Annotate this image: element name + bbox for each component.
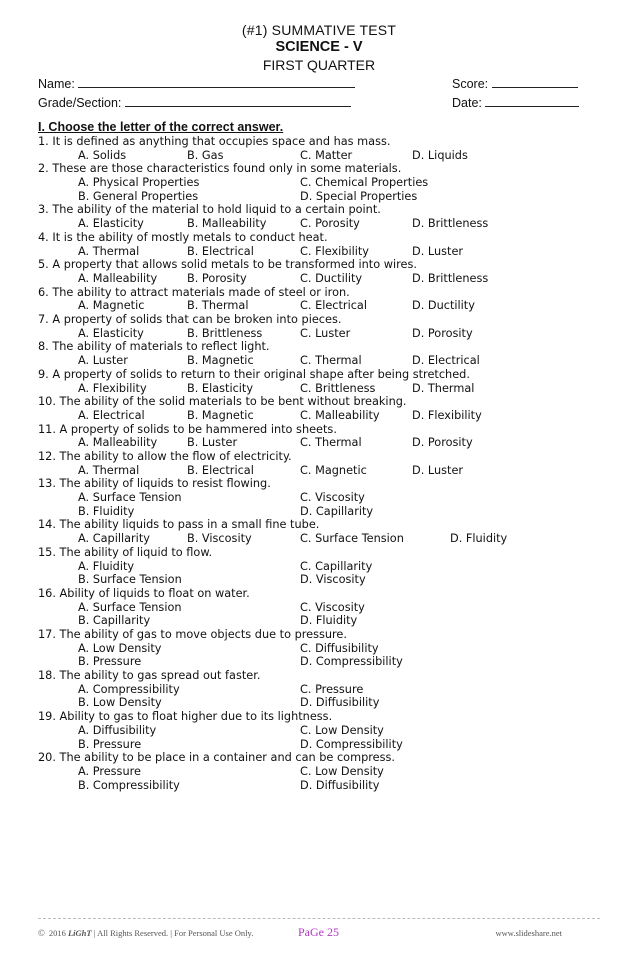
question-text: 11. A property of solids to be hammered into sheets. (38, 422, 337, 436)
grade-section-label: Grade/Section: (38, 96, 122, 110)
answer-choice: A. Surface Tension (78, 491, 182, 505)
choice-row (38, 464, 618, 478)
answer-choice: A. Elasticity (78, 326, 144, 340)
choice-row (38, 642, 618, 656)
answer-choice: C. Flexibility (300, 244, 369, 258)
choice-row (38, 724, 618, 738)
answer-choice: B. Thermal (187, 299, 249, 313)
answer-choice: B. Gas (187, 148, 224, 162)
footer-url: www.slideshare.net (495, 928, 562, 938)
answer-choice: D. Porosity (412, 326, 473, 340)
answer-choice: A. Low Density (78, 641, 162, 655)
date-blank (485, 95, 579, 107)
answer-choice: A. Malleability (78, 271, 158, 285)
choice-row (38, 327, 618, 341)
answer-choice: A. Thermal (78, 463, 140, 477)
answer-choice: B. Pressure (78, 737, 142, 751)
question-text: 9. A property of solids to return to their original shape after being stretched. (38, 367, 470, 381)
answer-choice: B. General Properties (78, 189, 199, 203)
subject-title: SCIENCE - V (275, 39, 363, 55)
page-number: PaGe 25 (298, 925, 339, 939)
question-text: 15. The ability of liquid to flow. (38, 545, 213, 559)
answer-choice: A. Pressure (78, 764, 141, 778)
answer-choice: A. Diffusibility (78, 723, 157, 737)
answer-choice: C. Chemical Properties (300, 176, 429, 190)
answer-choice: A. Solids (78, 148, 127, 162)
footer-brand: LiGhT (67, 928, 92, 938)
answer-choice: C. Electrical (300, 299, 367, 313)
grade-section-blank (125, 95, 351, 107)
answer-choice: C. Matter (300, 148, 353, 162)
choice-row (38, 560, 618, 574)
answer-choice: C. Diffusibility (300, 641, 379, 655)
answer-choice: D. Electrical (412, 354, 480, 368)
choice-row (38, 245, 618, 259)
answer-choice: A. Surface Tension (78, 600, 182, 614)
answer-choice: A. Thermal (78, 244, 140, 258)
answer-choice: B. Elasticity (187, 381, 254, 395)
choice-row (38, 532, 618, 546)
grade-section-field (38, 95, 351, 110)
question-text: 12. The ability to allow the flow of electricity. (38, 449, 292, 463)
choice-row (38, 149, 618, 163)
question-text: 4. It is the ability of mostly metals to conduct heat. (38, 230, 328, 244)
choice-row (38, 779, 618, 793)
date-field (452, 95, 579, 110)
answer-choice: A. Elasticity (78, 217, 144, 231)
answer-choice: B. Brittleness (187, 326, 263, 340)
choice-row (38, 354, 618, 368)
choice-row (38, 573, 618, 587)
quarter-title: FIRST QUARTER (262, 57, 376, 73)
question-text: 13. The ability of liquids to resist flowing. (38, 477, 271, 491)
footer-divider (38, 918, 600, 919)
choice-row (38, 176, 618, 190)
footer-rights: | All Rights Reserved. | For Personal Use Only. (93, 928, 254, 938)
choice-row (38, 601, 618, 615)
choice-row (38, 382, 618, 396)
answer-choice: D. Luster (412, 244, 464, 258)
answer-choice: C. Viscosity (300, 600, 365, 614)
choice-row (38, 190, 618, 204)
answer-choice: D. Capillarity (300, 504, 374, 518)
answer-choice: D. Special Properties (300, 189, 418, 203)
choice-row (38, 491, 618, 505)
choice-row (38, 272, 618, 286)
choice-row (38, 217, 618, 231)
answer-choice: A. Physical Properties (78, 176, 200, 190)
choice-row (38, 655, 618, 669)
answer-choice: A. Compressibility (78, 682, 180, 696)
answer-choice: D. Viscosity (300, 573, 366, 587)
name-blank (78, 76, 355, 88)
answer-choice: C. Low Density (300, 723, 384, 737)
test-title: (#1) SUMMATIVE TEST (241, 22, 397, 38)
answer-choice: D. Ductility (412, 299, 475, 313)
question-text: 10. The ability of the solid materials to be bent without breaking. (38, 395, 407, 409)
question-text: 3. The ability of the material to hold liquid to a certain point. (38, 203, 381, 217)
answer-choice: C. Magnetic (300, 463, 367, 477)
answer-choice: C. Luster (300, 326, 351, 340)
answer-choice: B. Electrical (187, 463, 254, 477)
choice-row (38, 299, 618, 313)
question-text: 19. Ability to gas to float higher due to its lightness. (38, 710, 333, 724)
choice-row (38, 436, 618, 450)
answer-choice: D. Diffusibility (300, 778, 380, 792)
score-blank (492, 76, 578, 88)
answer-choice: A. Electrical (78, 408, 145, 422)
question-text: 7. A property of solids that can be broken into pieces. (38, 313, 342, 327)
question-text: 16. Ability of liquids to float on water. (38, 586, 250, 600)
choice-row (38, 614, 618, 628)
question-text: 6. The ability to attract materials made of steel or iron. (38, 285, 350, 299)
answer-choice: C. Capillarity (300, 559, 373, 573)
answer-choice: D. Brittleness (412, 271, 489, 285)
answer-choice: C. Thermal (300, 354, 362, 368)
answer-choice: A. Luster (78, 354, 128, 368)
question-text: 5. A property that allows solid metals to be transformed into wires. (38, 258, 417, 272)
score-field (452, 76, 578, 91)
answer-choice: B. Electrical (187, 244, 254, 258)
answer-choice: C. Malleability (300, 408, 380, 422)
answer-choice: C. Porosity (300, 217, 360, 231)
answer-choice: B. Malleability (187, 217, 267, 231)
answer-choice: D. Brittleness (412, 217, 489, 231)
answer-choice: D. Fluidity (300, 614, 358, 628)
answer-choice: C. Pressure (300, 682, 364, 696)
answer-choice: A. Fluidity (78, 559, 135, 573)
choice-row (38, 696, 618, 710)
answer-choice: D. Liquids (412, 148, 468, 162)
answer-choice: B. Magnetic (187, 354, 254, 368)
question-text: 20. The ability to be place in a container and can be compress. (38, 751, 395, 765)
answer-choice: D. Porosity (412, 436, 473, 450)
question-text: 1. It is defined as anything that occupies space and has mass. (38, 135, 391, 148)
question-text: 17. The ability of gas to move objects due to pressure. (38, 628, 347, 641)
answer-choice: D. Thermal (412, 381, 475, 395)
answer-choice: C. Viscosity (300, 491, 365, 505)
choice-row (38, 409, 618, 423)
answer-choice: B. Luster (187, 436, 238, 450)
name-field (38, 76, 355, 91)
answer-choice: A. Capillarity (78, 532, 150, 546)
choice-row (38, 738, 618, 752)
answer-choice: D. Fluidity (450, 532, 508, 546)
question-list (38, 135, 618, 792)
answer-choice: B. Viscosity (187, 532, 252, 546)
footer-year: 2016 (48, 928, 66, 938)
answer-choice: C. Brittleness (300, 381, 376, 395)
question-text: 18. The ability to gas spread out faster. (38, 669, 261, 683)
name-label: Name: (38, 77, 75, 91)
answer-choice: D. Compressibility (300, 737, 403, 751)
copyright-icon: © (38, 928, 45, 938)
answer-choice: B. Pressure (78, 655, 142, 669)
answer-choice: B. Capillarity (78, 614, 151, 628)
answer-choice: A. Magnetic (78, 299, 145, 313)
answer-choice: B. Compressibility (78, 778, 180, 792)
choice-row (38, 765, 618, 779)
answer-choice: B. Low Density (78, 696, 162, 710)
question-text: 8. The ability of materials to reflect light. (38, 340, 270, 354)
question-text: 2. These are those characteristics found only in some materials. (38, 162, 402, 176)
answer-choice: A. Malleability (78, 436, 158, 450)
answer-choice: D. Luster (412, 463, 464, 477)
date-label: Date: (452, 96, 482, 110)
answer-choice: B. Fluidity (78, 504, 135, 518)
section-instructions: I. Choose the letter of the correct answer. (38, 120, 284, 134)
answer-choice: B. Magnetic (187, 408, 254, 422)
answer-choice: C. Surface Tension (300, 532, 404, 546)
answer-choice: D. Diffusibility (300, 696, 380, 710)
answer-choice: A. Flexibility (78, 381, 147, 395)
answer-choice: D. Compressibility (300, 655, 403, 669)
answer-choice: B. Porosity (187, 271, 247, 285)
answer-choice: C. Ductility (300, 271, 363, 285)
answer-choice: C. Thermal (300, 436, 362, 450)
answer-choice: B. Surface Tension (78, 573, 182, 587)
question-text: 14. The ability liquids to pass in a small fine tube. (38, 518, 320, 532)
answer-choice: C. Low Density (300, 764, 384, 778)
answer-choice: D. Flexibility (412, 408, 482, 422)
choice-row (38, 505, 618, 519)
score-label: Score: (452, 77, 489, 91)
footer-copyright (38, 928, 253, 938)
choice-row (38, 683, 618, 697)
